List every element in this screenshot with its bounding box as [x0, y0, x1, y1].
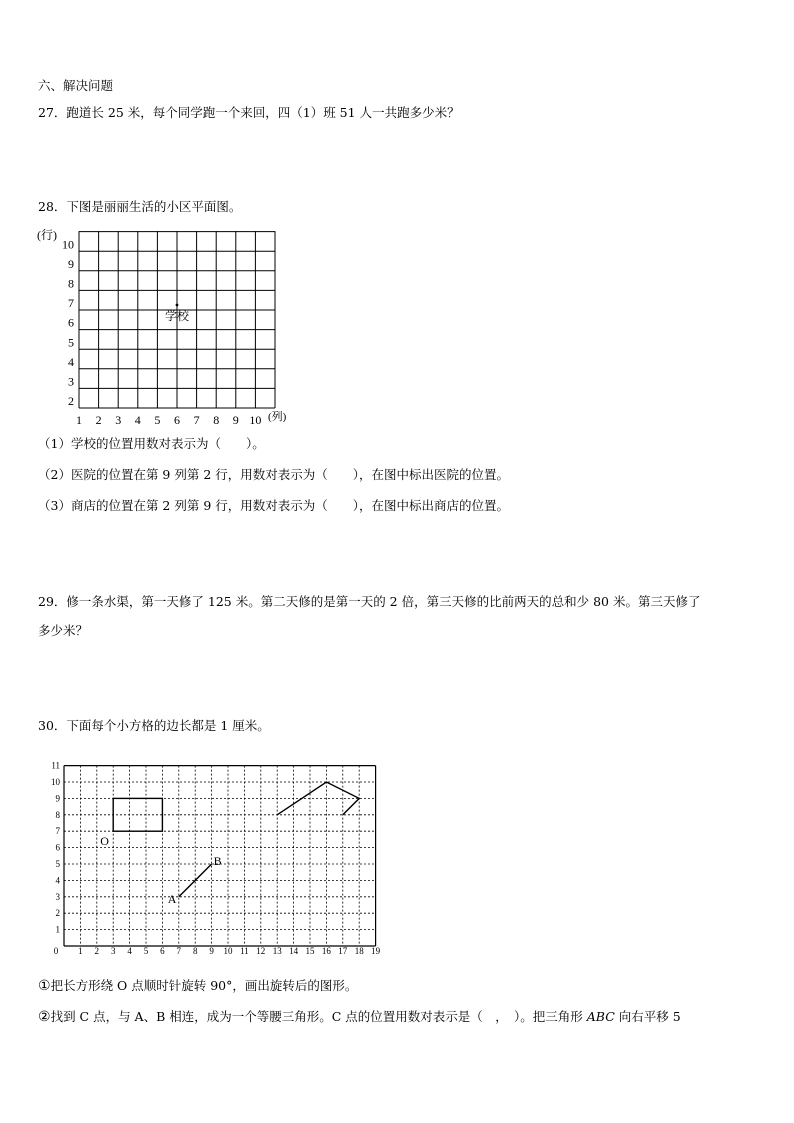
q28-y-tick-label: 8 — [68, 276, 74, 291]
q28-x-tick-label: 1 — [76, 413, 82, 427]
q30-x-tick-label: 10 — [223, 946, 233, 956]
q30-x-tick-label: 9 — [209, 946, 214, 956]
q30-x-tick-label: 12 — [256, 946, 266, 956]
question-27: 27．跑道长 25 米，每个同学跑一个来回，四（1）班 51 人一共跑多少米？ — [38, 105, 460, 120]
q30-x-tick-labels — [54, 946, 381, 956]
q30-x-tick-label: 19 — [371, 946, 381, 956]
q30-x-tick-label: 6 — [160, 946, 165, 956]
q28-y-tick-label: 5 — [68, 335, 74, 350]
q28-y-tick-label: 2 — [68, 394, 74, 409]
q30-y-tick-label: 4 — [55, 875, 60, 886]
q30-y-tick-label: 6 — [55, 842, 60, 853]
q28-y-tick-label: 4 — [68, 354, 74, 369]
q30-x-tick-label: 11 — [240, 946, 249, 956]
q28-x-tick-label: 10 — [249, 413, 262, 427]
q30-x-tick-label: 13 — [272, 946, 282, 956]
q28-y-tick-label: 7 — [68, 296, 74, 311]
question-28-part-3: （3）商店的位置在第 2 列第 9 行，用数对表示为（ ），在图中标出商店的位置。 — [38, 498, 510, 513]
q30-y-tick-label: 8 — [55, 809, 60, 820]
q28-school-label: 学校 — [164, 309, 190, 323]
q28-x-tick-label: 2 — [95, 413, 102, 427]
triangle-abc: ABC — [586, 1009, 615, 1024]
q30-y-tick-labels — [51, 761, 61, 935]
q30-x-tick-label: 4 — [127, 946, 132, 956]
q28-coordinate-grid — [30, 222, 310, 432]
section-title: 六、解决问题 — [38, 78, 114, 93]
question-28: 28．下图是丽丽生活的小区平面图。 — [38, 199, 242, 214]
q30-x-tick-label: 7 — [176, 946, 182, 956]
q28-y-tick-label: 6 — [68, 315, 74, 330]
q28-row-axis-label: (行) — [37, 228, 57, 242]
question-30: 30．下面每个小方格的边长都是 1 厘米。 — [38, 718, 270, 733]
part-1-text: 把长方形绕 O 点顺时针旋转 90°，画出旋转后的图形。 — [50, 978, 358, 993]
q30-x-tick-label: 2 — [94, 946, 100, 956]
q30-x-tick-label: 8 — [192, 946, 198, 956]
q28-x-tick-label: 9 — [232, 413, 239, 427]
question-30-part-2 — [38, 1009, 681, 1025]
q28-x-tick-label: 8 — [213, 413, 220, 427]
q30-x-tick-label: 18 — [354, 946, 364, 956]
q30-label-b: B — [213, 854, 222, 868]
q28-y-tick-labels — [62, 237, 74, 408]
q28-school-point — [176, 304, 179, 307]
q30-label-a: A — [167, 891, 177, 906]
q28-y-tick-label: 9 — [68, 256, 74, 271]
question-28-part-2: （2）医院的位置在第 9 列第 2 行，用数对表示为（ ），在图中标出医院的位置。 — [38, 467, 510, 482]
q30-square-grid — [40, 752, 400, 957]
q30-y-tick-label: 1 — [55, 924, 60, 935]
q30-y-tick-label: 3 — [55, 891, 60, 902]
question-29-line-2: 多少米？ — [38, 623, 89, 638]
q30-x-tick-label: 3 — [110, 946, 116, 956]
q30-y-tick-label: 11 — [51, 760, 60, 771]
part-2-tail: 向右平移 5 — [614, 1009, 681, 1024]
q28-y-tick-label: 3 — [68, 374, 74, 389]
q30-x-tick-label: 1 — [78, 946, 83, 956]
q30-y-tick-label: 9 — [55, 793, 60, 804]
q30-label-o: O — [100, 834, 109, 849]
q30-segment-ab — [179, 864, 212, 897]
q28-x-tick-label: 3 — [115, 413, 122, 427]
question-29-line-1: 29．修一条水渠，第一天修了 125 米。第二天修的是第一天的 2 倍，第三天修的比前两天的总和少 80 米。第三天修了 — [38, 594, 701, 609]
part-1-circled-number: ① — [38, 978, 51, 994]
q30-y-tick-label: 5 — [55, 859, 60, 869]
q28-x-tick-label: 4 — [134, 413, 141, 427]
q30-y-tick-label: 7 — [55, 826, 60, 837]
q30-y-tick-label: 2 — [55, 908, 60, 919]
q30-x-tick-label: 15 — [305, 946, 315, 956]
q30-x-tick-label: 16 — [321, 946, 331, 956]
q28-x-tick-labels — [76, 413, 261, 427]
q30-y-tick-label: 10 — [51, 777, 60, 787]
q30-x-tick-label: 14 — [289, 946, 299, 956]
q28-y-tick-label: 10 — [62, 237, 74, 252]
q30-x-tick-label: 17 — [338, 946, 348, 956]
q28-x-tick-label: 5 — [154, 413, 161, 427]
q30-x-tick-label: 5 — [143, 946, 149, 956]
q28-column-axis-label: (列) — [268, 411, 287, 423]
question-28-part-1: （1）学校的位置用数对表示为（ ）。 — [38, 436, 265, 451]
part-2-text: 找到 C 点，与 A、B 相连，成为一个等腰三角形。C 点的位置用数对表示是（ ， ）。把三角形 — [50, 1009, 587, 1024]
q28-x-tick-label: 6 — [174, 413, 180, 427]
question-30-part-1 — [38, 978, 357, 994]
q30-x-tick-label: 0 — [53, 946, 59, 956]
part-2-circled-number: ② — [38, 1009, 51, 1025]
q28-x-tick-label: 7 — [193, 413, 200, 427]
